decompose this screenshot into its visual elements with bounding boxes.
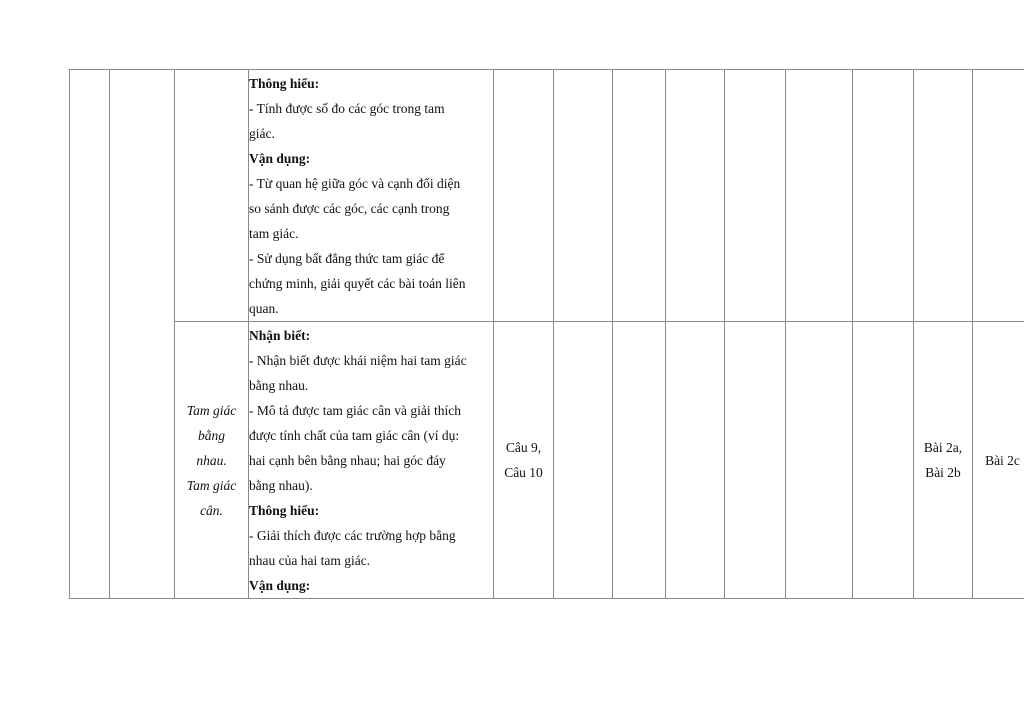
question-ref: Bài 2a, — [923, 440, 963, 455]
matrix-cell — [786, 70, 853, 322]
matrix-cell — [666, 322, 725, 599]
matrix-cell — [725, 70, 786, 322]
requirement-line: hai cạnh bên bằng nhau; hai góc đáy — [249, 452, 446, 468]
matrix-cell — [554, 322, 613, 599]
matrix-cell — [853, 322, 914, 599]
topic-cell — [175, 322, 249, 599]
level-heading: Thông hiểu: — [249, 502, 320, 518]
requirement-line: - Mô tả được tam giác cân và giải thích — [249, 402, 462, 418]
requirement-line: - Nhận biết được khái niệm hai tam giác — [249, 352, 467, 368]
matrix-cell — [914, 70, 973, 322]
topic-line: Tam giác — [186, 402, 237, 418]
question-ref: Câu 9, — [505, 440, 542, 455]
question-ref: Câu 10 — [504, 465, 543, 480]
table-row — [70, 70, 1024, 322]
requirement-line: bằng nhau). — [249, 477, 313, 493]
assessment-matrix-table — [69, 69, 1024, 599]
requirement-line: - Từ quan hệ giữa góc và cạnh đối diện — [249, 175, 461, 191]
requirement-line: được tính chất của tam giác cân (ví dụ: — [249, 427, 460, 443]
matrix-cell — [786, 322, 853, 599]
chapter-cell — [110, 70, 175, 599]
requirement-line: nhau của hai tam giác. — [249, 552, 371, 568]
matrix-cell — [853, 70, 914, 322]
requirement-cell — [249, 70, 494, 322]
topic-line: cân. — [200, 502, 223, 518]
matrix-cell — [613, 322, 666, 599]
requirement-line: - Sử dụng bất đẳng thức tam giác để — [249, 250, 445, 266]
level-heading: Nhận biết: — [249, 327, 311, 343]
table-row — [70, 322, 1024, 599]
question-ref: Bài 2c — [985, 452, 1020, 468]
requirement-line: tam giác. — [249, 225, 299, 241]
question-cell — [973, 322, 1024, 599]
requirement-line: - Tính được số đo các góc trong tam — [249, 100, 445, 116]
level-heading: Vận dụng: — [249, 150, 311, 166]
topic-line: bằng — [198, 427, 225, 443]
requirement-line: giác. — [249, 125, 275, 141]
matrix-cell — [725, 322, 786, 599]
topic-line: Tam giác — [186, 477, 237, 493]
requirement-line: so sánh được các góc, các cạnh trong — [249, 200, 450, 216]
matrix-cell — [494, 70, 554, 322]
topic-line: nhau. — [196, 452, 227, 468]
requirement-line: quan. — [249, 300, 279, 316]
stt-cell — [70, 70, 110, 599]
requirement-line: - Giải thích được các trường hợp bằng — [249, 527, 456, 543]
question-ref: Bài 2b — [925, 465, 961, 480]
matrix-cell — [613, 70, 666, 322]
question-cell — [494, 322, 554, 599]
level-heading: Vận dụng: — [249, 577, 311, 593]
matrix-cell — [973, 70, 1024, 322]
topic-cell — [175, 70, 249, 322]
question-cell — [914, 322, 973, 599]
requirement-line: chứng minh, giải quyết các bài toán liên — [249, 275, 466, 291]
requirement-line: bằng nhau. — [249, 377, 309, 393]
matrix-cell — [554, 70, 613, 322]
matrix-cell — [666, 70, 725, 322]
requirement-cell — [249, 322, 494, 599]
level-heading: Thông hiểu: — [249, 75, 320, 91]
